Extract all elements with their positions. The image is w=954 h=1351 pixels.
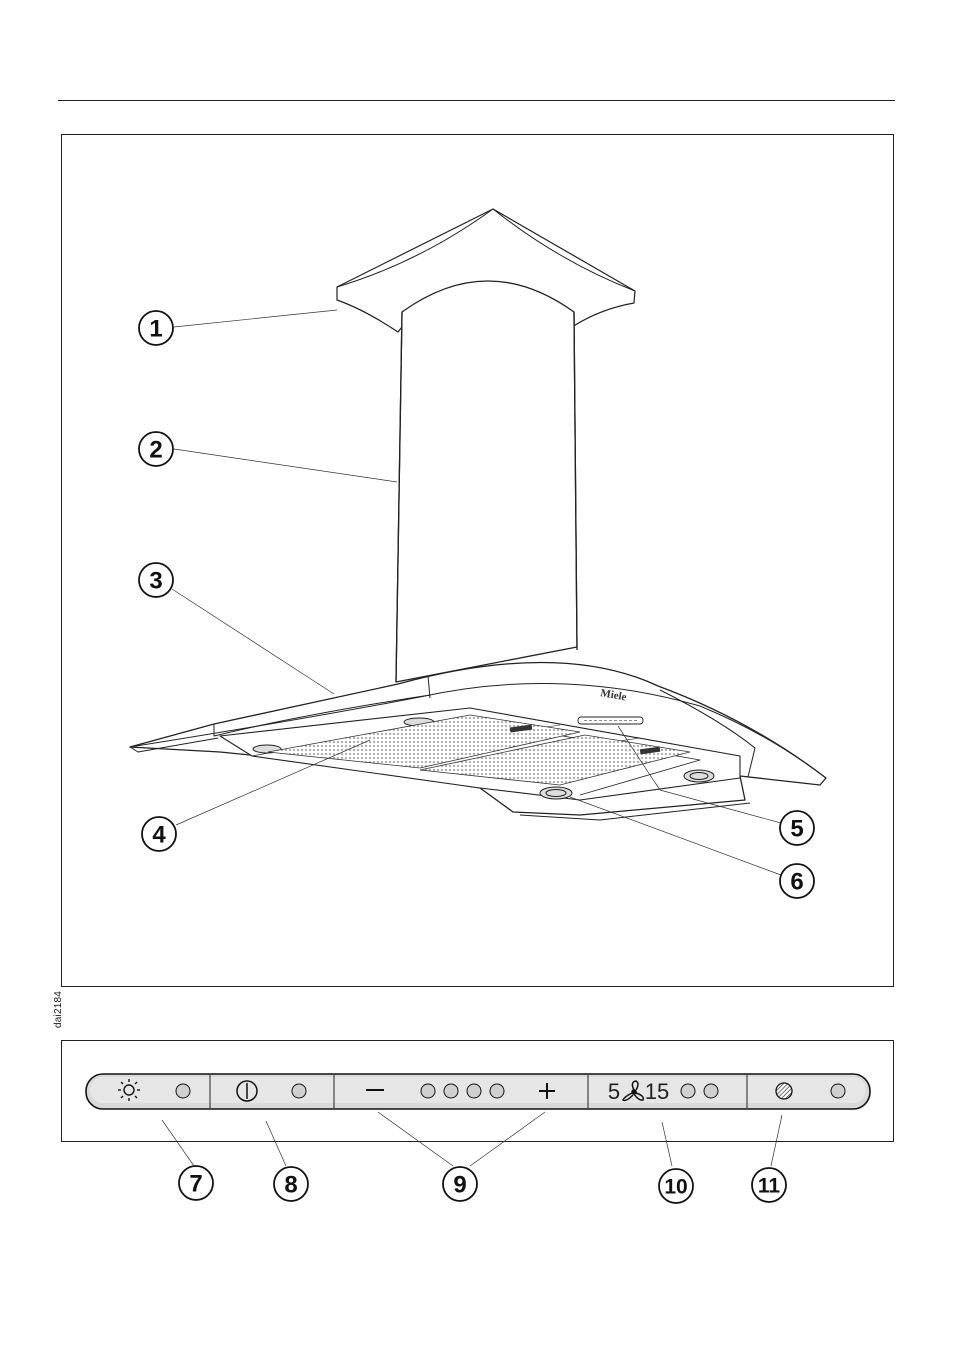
run-on-indicator xyxy=(704,1084,718,1098)
callout-9-label: 9 xyxy=(453,1171,467,1199)
hood-brand-text: Miele xyxy=(599,687,628,704)
hood-light-front xyxy=(540,787,572,799)
callout-10-label: 10 xyxy=(664,1175,688,1199)
callout-6-label: 6 xyxy=(790,868,804,896)
grease-filter-indicator xyxy=(831,1084,845,1098)
run-on-15-label: 15 xyxy=(644,1079,670,1104)
power-indicator xyxy=(292,1084,306,1098)
callout-7 xyxy=(179,1166,213,1200)
callout-6 xyxy=(780,864,814,898)
callout-8-label: 8 xyxy=(284,1171,298,1199)
callout-2-label: 2 xyxy=(149,436,163,464)
callout-10 xyxy=(659,1169,693,1203)
run-on-5-label: 5 xyxy=(607,1079,621,1104)
callout-11-label: 11 xyxy=(757,1174,781,1198)
callout-7-label: 7 xyxy=(189,1170,203,1198)
callout-1 xyxy=(139,311,173,345)
fan-level-indicator xyxy=(444,1084,458,1098)
grease-filter-icon xyxy=(776,1083,792,1099)
run-on-indicator xyxy=(681,1084,695,1098)
callout-9 xyxy=(443,1167,477,1201)
grease-filter-button[interactable] xyxy=(776,1083,792,1099)
fan-level-indicator xyxy=(490,1084,504,1098)
callout-5-label: 5 xyxy=(790,815,804,843)
callout-3 xyxy=(139,563,173,597)
light-indicator xyxy=(176,1084,190,1098)
callout-5 xyxy=(780,811,814,845)
control-panel xyxy=(86,1074,870,1109)
callout-4 xyxy=(142,817,176,851)
hood-light-right xyxy=(684,770,714,782)
fan-level-indicator xyxy=(421,1084,435,1098)
fan-level-indicator xyxy=(467,1084,481,1098)
callout-1-label: 1 xyxy=(149,315,163,343)
callout-8 xyxy=(274,1167,308,1201)
figure-code: dai2184 xyxy=(53,991,64,1028)
callout-3-label: 3 xyxy=(149,567,163,595)
chimney xyxy=(396,281,577,682)
callout-4-label: 4 xyxy=(152,821,166,849)
callout-2 xyxy=(139,432,173,466)
callout-11 xyxy=(752,1168,786,1202)
